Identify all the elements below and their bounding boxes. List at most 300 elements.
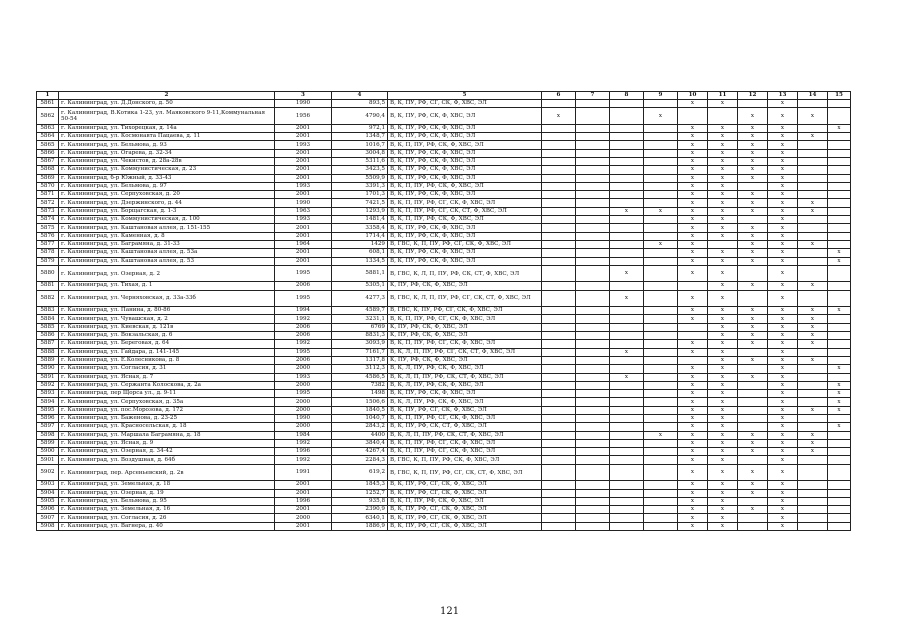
mark-cell-col-6 bbox=[542, 182, 576, 190]
year-cell: 1992 bbox=[275, 315, 332, 323]
mark-cell-col-13: x bbox=[768, 415, 798, 423]
mark-cell-col-9 bbox=[644, 522, 678, 530]
mark-cell-col-6 bbox=[542, 166, 576, 174]
area-cell: 1714,4 bbox=[332, 232, 388, 240]
mark-cell-col-9 bbox=[644, 182, 678, 190]
mark-cell-col-15 bbox=[828, 315, 851, 323]
row-number-cell: 5875 bbox=[37, 224, 59, 232]
table-row bbox=[37, 207, 851, 215]
mark-cell-col-9 bbox=[644, 439, 678, 447]
mark-cell-col-8 bbox=[610, 497, 644, 505]
mark-cell-col-8 bbox=[610, 149, 644, 157]
mark-cell-col-10: x bbox=[678, 522, 708, 530]
mark-cell-col-9 bbox=[644, 356, 678, 364]
year-cell: 2000 bbox=[275, 365, 332, 373]
area-cell: 5305,1 bbox=[332, 282, 388, 290]
mark-cell-col-7 bbox=[576, 249, 610, 257]
header-cell: 5 bbox=[388, 92, 542, 100]
mark-cell-col-9 bbox=[644, 398, 678, 406]
works-list-cell: В, К, Л, ПУ, РФ, СК, Ф, ХВС, ЭЛ bbox=[388, 398, 542, 406]
mark-cell-col-15: x bbox=[828, 124, 851, 132]
table-row bbox=[37, 307, 851, 315]
mark-cell-col-14 bbox=[798, 149, 828, 157]
mark-cell-col-9 bbox=[644, 365, 678, 373]
row-number-cell: 5874 bbox=[37, 216, 59, 224]
header-row bbox=[37, 92, 851, 100]
works-list-cell: К, ПУ, РФ, СК, Ф, ХВС, ЭЛ bbox=[388, 282, 542, 290]
works-list-cell: В, К, ПУ, РФ, СК, Ф, ХВС, ЭЛ bbox=[388, 108, 542, 125]
area-cell: 5509,9 bbox=[332, 174, 388, 182]
mark-cell-col-9 bbox=[644, 100, 678, 108]
mark-cell-col-10: x bbox=[678, 166, 708, 174]
mark-cell-col-12: x bbox=[738, 448, 768, 456]
area-cell: 7421,5 bbox=[332, 199, 388, 207]
mark-cell-col-7 bbox=[576, 415, 610, 423]
mark-cell-col-15: x bbox=[828, 406, 851, 414]
year-cell: 1984 bbox=[275, 431, 332, 439]
works-list-cell: В, К, П, ПУ, РФ, СГ, СК, СТ, Ф, ХВС, ЭЛ bbox=[388, 207, 542, 215]
mark-cell-col-9 bbox=[644, 373, 678, 381]
header-cell: 7 bbox=[576, 92, 610, 100]
mark-cell-col-10: x bbox=[678, 174, 708, 182]
mark-cell-col-9 bbox=[644, 332, 678, 340]
row-number-cell: 5880 bbox=[37, 265, 59, 282]
address-cell: г. Калининград, ул. Каштановая аллея, д. 53 bbox=[59, 257, 275, 265]
mark-cell-col-14 bbox=[798, 365, 828, 373]
year-cell: 1992 bbox=[275, 456, 332, 464]
mark-cell-col-9 bbox=[644, 506, 678, 514]
area-cell: 4589,7 bbox=[332, 307, 388, 315]
table-header bbox=[37, 92, 851, 100]
table-row bbox=[37, 282, 851, 290]
mark-cell-col-15 bbox=[828, 506, 851, 514]
mark-cell-col-10: x bbox=[678, 257, 708, 265]
mark-cell-col-11: x bbox=[708, 356, 738, 364]
mark-cell-col-6 bbox=[542, 415, 576, 423]
mark-cell-col-12 bbox=[738, 398, 768, 406]
year-cell: 1990 bbox=[275, 199, 332, 207]
year-cell: 2001 bbox=[275, 232, 332, 240]
mark-cell-col-10: x bbox=[678, 489, 708, 497]
mark-cell-col-7 bbox=[576, 174, 610, 182]
mark-cell-col-15 bbox=[828, 174, 851, 182]
mark-cell-col-11: x bbox=[708, 249, 738, 257]
table-row bbox=[37, 489, 851, 497]
mark-cell-col-9 bbox=[644, 423, 678, 431]
mark-cell-col-13: x bbox=[768, 332, 798, 340]
mark-cell-col-12 bbox=[738, 415, 768, 423]
mark-cell-col-11: x bbox=[708, 149, 738, 157]
mark-cell-col-12: x bbox=[738, 282, 768, 290]
mark-cell-col-7 bbox=[576, 166, 610, 174]
mark-cell-col-8: x bbox=[610, 290, 644, 307]
works-list-cell: В, К, ПУ, РФ, СГ, СК, Ф, ХВС, ЭЛ bbox=[388, 481, 542, 489]
address-cell: г. Калининград, ул. Космонавта Пацаева, д. 11 bbox=[59, 133, 275, 141]
mark-cell-col-15 bbox=[828, 456, 851, 464]
mark-cell-col-15 bbox=[828, 133, 851, 141]
row-number-cell: 5907 bbox=[37, 514, 59, 522]
works-list-cell: К, ПУ, РФ, СК, Ф, ХВС, ЭЛ bbox=[388, 323, 542, 331]
mark-cell-col-7 bbox=[576, 207, 610, 215]
year-cell: 1994 bbox=[275, 307, 332, 315]
mark-cell-col-10: x bbox=[678, 373, 708, 381]
row-number-cell: 5866 bbox=[37, 149, 59, 157]
mark-cell-col-13: x bbox=[768, 365, 798, 373]
row-number-cell: 5870 bbox=[37, 182, 59, 190]
mark-cell-col-11: x bbox=[708, 232, 738, 240]
mark-cell-col-13: x bbox=[768, 439, 798, 447]
mark-cell-col-15 bbox=[828, 481, 851, 489]
mark-cell-col-15 bbox=[828, 157, 851, 165]
mark-cell-col-13: x bbox=[768, 249, 798, 257]
year-cell: 2001 bbox=[275, 191, 332, 199]
works-list-cell: В, ГВС, К, П, ПУ, РФ, СК, Ф, ХВС, ЭЛ bbox=[388, 456, 542, 464]
mark-cell-col-11: x bbox=[708, 174, 738, 182]
mark-cell-col-6 bbox=[542, 232, 576, 240]
table-row bbox=[37, 439, 851, 447]
mark-cell-col-15 bbox=[828, 100, 851, 108]
row-number-cell: 5904 bbox=[37, 489, 59, 497]
row-number-cell: 5905 bbox=[37, 497, 59, 505]
mark-cell-col-9 bbox=[644, 323, 678, 331]
area-cell: 6340,1 bbox=[332, 514, 388, 522]
mark-cell-col-7 bbox=[576, 423, 610, 431]
mark-cell-col-11: x bbox=[708, 332, 738, 340]
table-body bbox=[37, 100, 851, 531]
mark-cell-col-13: x bbox=[768, 191, 798, 199]
mark-cell-col-7 bbox=[576, 290, 610, 307]
year-cell: 1991 bbox=[275, 464, 332, 481]
address-cell: г. Калининград, ул. Серпуховская, д. 35а bbox=[59, 398, 275, 406]
mark-cell-col-8 bbox=[610, 390, 644, 398]
mark-cell-col-7 bbox=[576, 191, 610, 199]
mark-cell-col-10: x bbox=[678, 448, 708, 456]
mark-cell-col-11: x bbox=[708, 431, 738, 439]
mark-cell-col-7 bbox=[576, 315, 610, 323]
works-list-cell: В, К, ПУ, РФ, СК, Ф, ХВС, ЭЛ bbox=[388, 166, 542, 174]
mark-cell-col-10: x bbox=[678, 249, 708, 257]
mark-cell-col-8 bbox=[610, 323, 644, 331]
mark-cell-col-11: x bbox=[708, 415, 738, 423]
header-cell: 2 bbox=[59, 92, 275, 100]
mark-cell-col-7 bbox=[576, 514, 610, 522]
address-cell: г. Калининград, ул. Баграмяна, д. 31-33 bbox=[59, 240, 275, 248]
mark-cell-col-12 bbox=[738, 406, 768, 414]
row-number-cell: 5908 bbox=[37, 522, 59, 530]
mark-cell-col-12: x bbox=[738, 431, 768, 439]
mark-cell-col-8 bbox=[610, 124, 644, 132]
mark-cell-col-6 bbox=[542, 100, 576, 108]
mark-cell-col-7 bbox=[576, 257, 610, 265]
mark-cell-col-10 bbox=[678, 282, 708, 290]
mark-cell-col-12 bbox=[738, 100, 768, 108]
mark-cell-col-14: x bbox=[798, 199, 828, 207]
mark-cell-col-13: x bbox=[768, 157, 798, 165]
year-cell: 2001 bbox=[275, 506, 332, 514]
mark-cell-col-10 bbox=[678, 323, 708, 331]
table-row bbox=[37, 265, 851, 282]
area-cell: 4267,4 bbox=[332, 448, 388, 456]
works-list-cell: В, ГВС, К, Л, П, ПУ, РФ, СГ, СК, СТ, Ф, ХВС, ЭЛ bbox=[388, 290, 542, 307]
mark-cell-col-12: x bbox=[738, 257, 768, 265]
address-cell: г. Калининград, ул. Озерная, д. 34-42 bbox=[59, 448, 275, 456]
mark-cell-col-7 bbox=[576, 232, 610, 240]
area-cell: 1840,5 bbox=[332, 406, 388, 414]
row-number-cell: 5861 bbox=[37, 100, 59, 108]
mark-cell-col-11: x bbox=[708, 439, 738, 447]
year-cell: 1995 bbox=[275, 265, 332, 282]
mark-cell-col-8 bbox=[610, 522, 644, 530]
mark-cell-col-10: x bbox=[678, 265, 708, 282]
mark-cell-col-7 bbox=[576, 390, 610, 398]
area-cell: 1293,9 bbox=[332, 207, 388, 215]
address-cell: г. Калининград, ул. Е.Колесникова, д. 8 bbox=[59, 356, 275, 364]
mark-cell-col-6 bbox=[542, 265, 576, 282]
mark-cell-col-14: x bbox=[798, 356, 828, 364]
mark-cell-col-6 bbox=[542, 348, 576, 356]
table-row bbox=[37, 497, 851, 505]
mark-cell-col-7 bbox=[576, 240, 610, 248]
mark-cell-col-14 bbox=[798, 182, 828, 190]
header-cell: 13 bbox=[768, 92, 798, 100]
mark-cell-col-9 bbox=[644, 149, 678, 157]
table-row bbox=[37, 182, 851, 190]
mark-cell-col-15 bbox=[828, 216, 851, 224]
mark-cell-col-10: x bbox=[678, 182, 708, 190]
mark-cell-col-15 bbox=[828, 497, 851, 505]
mark-cell-col-9 bbox=[644, 381, 678, 389]
mark-cell-col-10: x bbox=[678, 439, 708, 447]
mark-cell-col-8 bbox=[610, 282, 644, 290]
mark-cell-col-6 bbox=[542, 332, 576, 340]
table-row bbox=[37, 456, 851, 464]
row-number-cell: 5882 bbox=[37, 290, 59, 307]
mark-cell-col-6 bbox=[542, 199, 576, 207]
mark-cell-col-14 bbox=[798, 464, 828, 481]
year-cell: 2001 bbox=[275, 166, 332, 174]
mark-cell-col-7 bbox=[576, 149, 610, 157]
mark-cell-col-13: x bbox=[768, 124, 798, 132]
mark-cell-col-13: x bbox=[768, 348, 798, 356]
mark-cell-col-12: x bbox=[738, 323, 768, 331]
mark-cell-col-10: x bbox=[678, 240, 708, 248]
mark-cell-col-7 bbox=[576, 348, 610, 356]
table-row bbox=[37, 149, 851, 157]
mark-cell-col-15: x bbox=[828, 423, 851, 431]
works-list-cell: В, К, Л, ПУ, РФ, СК, Ф, ХВС, ЭЛ bbox=[388, 365, 542, 373]
address-cell: г. Калининград, б-р Южный, д. 33-43 bbox=[59, 174, 275, 182]
mark-cell-col-8 bbox=[610, 100, 644, 108]
works-list-cell: В, К, П, ПУ, РФ, СК, Ф, ХВС, ЭЛ bbox=[388, 141, 542, 149]
mark-cell-col-11: x bbox=[708, 216, 738, 224]
works-list-cell: В, К, ПУ, РФ, СК, Ф, ХВС, ЭЛ bbox=[388, 249, 542, 257]
area-cell: 3423,5 bbox=[332, 166, 388, 174]
area-cell: 4790,4 bbox=[332, 108, 388, 125]
address-cell: г. Калининград, ул. Озерная, д. 2 bbox=[59, 265, 275, 282]
mark-cell-col-8 bbox=[610, 232, 644, 240]
table-row bbox=[37, 464, 851, 481]
mark-cell-col-8 bbox=[610, 240, 644, 248]
area-cell: 619,2 bbox=[332, 464, 388, 481]
mark-cell-col-8: x bbox=[610, 265, 644, 282]
address-cell: г. Калининград, ул. Дзержинского, д. 44 bbox=[59, 199, 275, 207]
area-cell: 972,1 bbox=[332, 124, 388, 132]
mark-cell-col-12: x bbox=[738, 481, 768, 489]
address-cell: г. Калининград, пер Щорса ул., д. 9-11 bbox=[59, 390, 275, 398]
mark-cell-col-11: x bbox=[708, 456, 738, 464]
mark-cell-col-13: x bbox=[768, 315, 798, 323]
mark-cell-col-14 bbox=[798, 373, 828, 381]
table-row bbox=[37, 332, 851, 340]
mark-cell-col-15 bbox=[828, 199, 851, 207]
mark-cell-col-14 bbox=[798, 191, 828, 199]
mark-cell-col-8 bbox=[610, 133, 644, 141]
mark-cell-col-9: x bbox=[644, 207, 678, 215]
year-cell: 2000 bbox=[275, 398, 332, 406]
works-list-cell: К, ПУ, РФ, СК, Ф, ХВС, ЭЛ bbox=[388, 332, 542, 340]
mark-cell-col-6: x bbox=[542, 108, 576, 125]
mark-cell-col-9 bbox=[644, 157, 678, 165]
address-cell: г. Калининград, ул. Береговая, д. 64 bbox=[59, 340, 275, 348]
mark-cell-col-6 bbox=[542, 124, 576, 132]
mark-cell-col-12: x bbox=[738, 207, 768, 215]
works-list-cell: В, К, ПУ, РФ, СК, Ф, ХВС, ЭЛ bbox=[388, 232, 542, 240]
mark-cell-col-8 bbox=[610, 340, 644, 348]
works-list-cell: В, К, П, ПУ, РФ, СГ, СК, Ф, ХВС, ЭЛ bbox=[388, 448, 542, 456]
row-number-cell: 5869 bbox=[37, 174, 59, 182]
works-list-cell: В, К, П, ПУ, РФ, СК, Ф, ХВС, ЭЛ bbox=[388, 182, 542, 190]
year-cell: 2001 bbox=[275, 174, 332, 182]
mark-cell-col-14 bbox=[798, 522, 828, 530]
mark-cell-col-11: x bbox=[708, 323, 738, 331]
mark-cell-col-10: x bbox=[678, 381, 708, 389]
year-cell: 2001 bbox=[275, 489, 332, 497]
area-cell: 893,5 bbox=[332, 100, 388, 108]
mark-cell-col-14: x bbox=[798, 307, 828, 315]
mark-cell-col-10: x bbox=[678, 506, 708, 514]
mark-cell-col-13: x bbox=[768, 133, 798, 141]
mark-cell-col-6 bbox=[542, 431, 576, 439]
works-list-cell: В, К, ПУ, РФ, СГ, СК, Ф, ХВС, ЭЛ bbox=[388, 489, 542, 497]
mark-cell-col-6 bbox=[542, 464, 576, 481]
row-number-cell: 5865 bbox=[37, 141, 59, 149]
year-cell: 1963 bbox=[275, 207, 332, 215]
mark-cell-col-8 bbox=[610, 199, 644, 207]
mark-cell-col-13: x bbox=[768, 166, 798, 174]
mark-cell-col-12 bbox=[738, 182, 768, 190]
mark-cell-col-13: x bbox=[768, 174, 798, 182]
area-cell: 2843,2 bbox=[332, 423, 388, 431]
mark-cell-col-12 bbox=[738, 348, 768, 356]
row-number-cell: 5902 bbox=[37, 464, 59, 481]
mark-cell-col-13: x bbox=[768, 141, 798, 149]
mark-cell-col-11: x bbox=[708, 423, 738, 431]
mark-cell-col-8 bbox=[610, 174, 644, 182]
mark-cell-col-7 bbox=[576, 406, 610, 414]
row-number-cell: 5894 bbox=[37, 398, 59, 406]
mark-cell-col-6 bbox=[542, 282, 576, 290]
mark-cell-col-15: x bbox=[828, 307, 851, 315]
works-list-cell: В, К, П, ПУ, РФ, СГ, СК, Ф, ХВС, ЭЛ bbox=[388, 415, 542, 423]
year-cell: 2006 bbox=[275, 356, 332, 364]
mark-cell-col-9 bbox=[644, 199, 678, 207]
mark-cell-col-12: x bbox=[738, 307, 768, 315]
works-list-cell: В, К, П, ПУ, РФ, СГ, СК, Ф, ХВС, ЭЛ bbox=[388, 340, 542, 348]
table-row bbox=[37, 157, 851, 165]
table-row bbox=[37, 216, 851, 224]
year-cell: 2001 bbox=[275, 149, 332, 157]
mark-cell-col-15 bbox=[828, 514, 851, 522]
mark-cell-col-9 bbox=[644, 232, 678, 240]
mark-cell-col-8 bbox=[610, 448, 644, 456]
mark-cell-col-10: x bbox=[678, 191, 708, 199]
mark-cell-col-13: x bbox=[768, 481, 798, 489]
mark-cell-col-6 bbox=[542, 489, 576, 497]
address-cell: г. Калининград, ул. Вокзальская, д. 6 bbox=[59, 332, 275, 340]
mark-cell-col-14 bbox=[798, 415, 828, 423]
mark-cell-col-10: x bbox=[678, 199, 708, 207]
mark-cell-col-13: x bbox=[768, 448, 798, 456]
works-list-cell: В, К, П, ПУ, РФ, СГ, СК, Ф, ХВС, ЭЛ bbox=[388, 199, 542, 207]
table-row bbox=[37, 257, 851, 265]
table-row bbox=[37, 232, 851, 240]
mark-cell-col-7 bbox=[576, 100, 610, 108]
mark-cell-col-8 bbox=[610, 423, 644, 431]
header-cell: 15 bbox=[828, 92, 851, 100]
year-cell: 1993 bbox=[275, 141, 332, 149]
mark-cell-col-13: x bbox=[768, 224, 798, 232]
mark-cell-col-12 bbox=[738, 290, 768, 307]
mark-cell-col-15 bbox=[828, 448, 851, 456]
mark-cell-col-8 bbox=[610, 431, 644, 439]
header-cell: 1 bbox=[37, 92, 59, 100]
address-cell: г. Калининград, ул. Панина, д. 80-86 bbox=[59, 307, 275, 315]
mark-cell-col-7 bbox=[576, 199, 610, 207]
mark-cell-col-11: x bbox=[708, 464, 738, 481]
mark-cell-col-10: x bbox=[678, 157, 708, 165]
row-number-cell: 5883 bbox=[37, 307, 59, 315]
mark-cell-col-10: x bbox=[678, 100, 708, 108]
area-cell: 3112,3 bbox=[332, 365, 388, 373]
mark-cell-col-13: x bbox=[768, 423, 798, 431]
mark-cell-col-13: x bbox=[768, 340, 798, 348]
mark-cell-col-15 bbox=[828, 323, 851, 331]
mark-cell-col-7 bbox=[576, 265, 610, 282]
mark-cell-col-7 bbox=[576, 439, 610, 447]
mark-cell-col-7 bbox=[576, 224, 610, 232]
mark-cell-col-8 bbox=[610, 415, 644, 423]
mark-cell-col-11: x bbox=[708, 100, 738, 108]
table-row bbox=[37, 406, 851, 414]
mark-cell-col-15 bbox=[828, 290, 851, 307]
mark-cell-col-7 bbox=[576, 497, 610, 505]
row-number-cell: 5871 bbox=[37, 191, 59, 199]
mark-cell-col-14: x bbox=[798, 448, 828, 456]
mark-cell-col-11: x bbox=[708, 514, 738, 522]
mark-cell-col-8 bbox=[610, 257, 644, 265]
year-cell: 2000 bbox=[275, 381, 332, 389]
row-number-cell: 5873 bbox=[37, 207, 59, 215]
address-cell: г. Калининград, ул. Д.Донского, д. 50 bbox=[59, 100, 275, 108]
address-cell: г. Калининград, ул. Чекистов, д. 28а-28в bbox=[59, 157, 275, 165]
address-cell: г. Калининград, ул. Каменная, д. 8 bbox=[59, 232, 275, 240]
address-cell: г. Калининград, ул. Серпуховская, д. 20 bbox=[59, 191, 275, 199]
mark-cell-col-6 bbox=[542, 240, 576, 248]
mark-cell-col-8 bbox=[610, 489, 644, 497]
address-cell: г. Калининград, В.Котика 1-23, ул. Маяковского 9-11,Коммунальная 50-54 bbox=[59, 108, 275, 125]
area-cell: 3004,8 bbox=[332, 149, 388, 157]
mark-cell-col-15 bbox=[828, 431, 851, 439]
